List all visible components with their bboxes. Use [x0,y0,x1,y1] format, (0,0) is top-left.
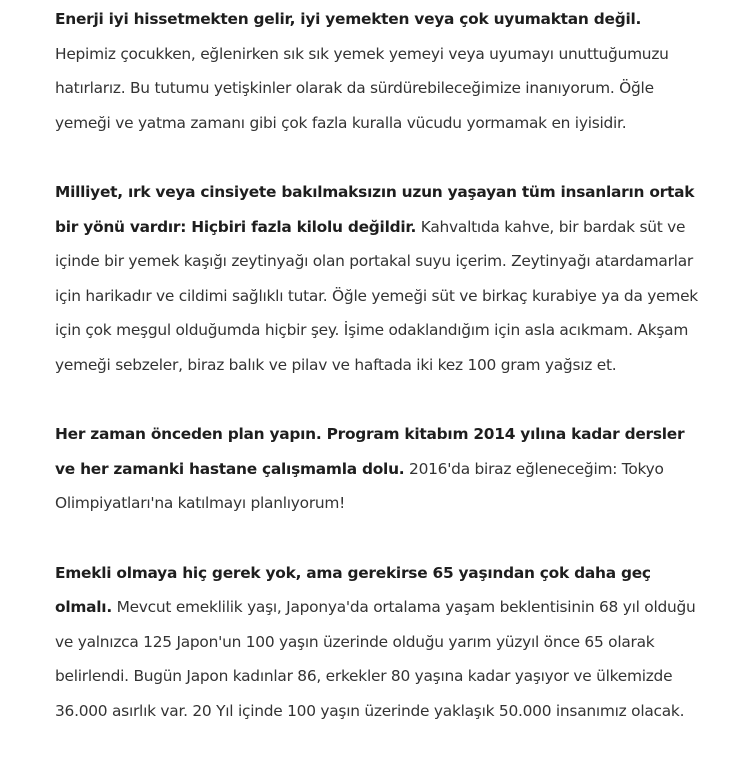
paragraph-planning [55,417,703,521]
paragraph-lead: Her zaman önceden plan yapın. Program kitabım 2014 yılına kadar dersler ve her zamanki hastane çalışmamla dolu. [55,425,685,478]
paragraph-lead: Milliyet, ırk veya cinsiyete bakılmaksızın uzun yaşayan tüm insanların ortak bir yönü vardır: Hiçbiri fazla kilolu değildir. [55,182,695,236]
paragraph-lead: Enerji iyi hissetmekten gelir, iyi yemekten veya çok uyumaktan değil. [55,10,642,28]
paragraph-energy [55,2,703,140]
paragraph-text: Kahvaltıda kahve, bir bardak süt ve içinde bir yemek kaşığı zeytinyağı olan portakal suyu içerim. Zeytinyağı atardamarlar için harikadır ve cildimi sağlıklı tutar. Öğle yemeği süt ve birkaç kurabiye ya da yemek için çok meşgul olduğumda hiçbir şey. İşime odaklandığım için asla acıkmam. Akşam yemeği sebzeler, biraz balık ve pilav ve haftada iki kez 100 gram yağsız et. [55,217,698,374]
paragraph-text: Hepimiz çocukken, eğlenirken sık sık yemek yemeyi veya uyumayı unuttuğumuzu hatırlarız. Bu tutumu yetişkinler olarak da sürdürebileceğimize inanıyorum. Öğle yemeği ve yatma zamanı gibi çok fazla kuralla vücudu yormamak en iyisidir. [55,44,669,132]
paragraph-retirement [55,556,703,729]
paragraph-text: 2016'da biraz eğleneceğim: Tokyo Olimpiyatları'na katılmayı planlıyorum! [55,459,664,513]
paragraph-weight [55,175,703,383]
paragraph-lead: Emekli olmaya hiç gerek yok, ama gerekirse 65 yaşından çok daha geç olmalı. [55,563,651,617]
article-body [55,2,703,763]
paragraph-text: Mevcut emeklilik yaşı, Japonya'da ortalama yaşam beklentisinin 68 yıl olduğu ve yalnızca 125 Japon'un 100 yaşın üzerinde olduğu yarım yüzyıl önce 65 olarak belirlendi. Bugün Japon kadınlar 86, erkekler 80 yaşına kadar yaşıyor ve ülkemizde 36.000 asırlık var. 20 Yıl içinde 100 yaşın üzerinde yaklaşık 50.000 insanımız olacak. [55,598,696,720]
